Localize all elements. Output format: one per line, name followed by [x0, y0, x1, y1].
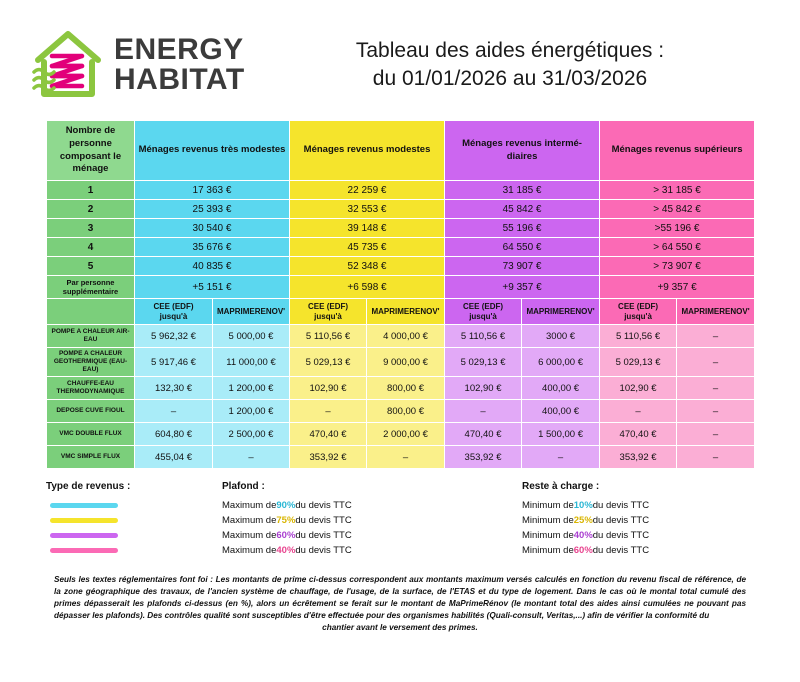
- measure-cell: 455,04 €: [135, 446, 213, 469]
- measure-cell: 5 917,46 €: [135, 348, 213, 377]
- measure-cell: 5 029,13 €: [290, 348, 367, 377]
- measure-cell: 102,90 €: [290, 377, 367, 400]
- legend-row: [46, 528, 222, 543]
- measure-cell: 2 000,00 €: [367, 423, 445, 446]
- legend-plafond-row: [222, 543, 522, 558]
- measure-cell: 353,92 €: [445, 446, 522, 469]
- income-cell: > 31 185 €: [600, 181, 755, 200]
- logo-line-energy: ENERGY: [114, 33, 244, 66]
- legend-swatch-purple: [50, 533, 118, 538]
- legend-plafond-pre: Maximum de: [222, 530, 277, 542]
- table-row: [47, 219, 755, 238]
- income-cell: +5 151 €: [135, 276, 290, 299]
- legend-reste-pct: 25%: [573, 515, 593, 527]
- legend-plafond-post: du devis TTC: [295, 515, 352, 527]
- legend-reste-pre: Minimum de: [522, 500, 574, 512]
- measure-cell: 3000 €: [522, 325, 600, 348]
- legend-plafond-pct: 75%: [276, 515, 296, 527]
- col-header-modestes: Ménages revenus modestes: [290, 121, 445, 181]
- persons-label: 3: [47, 219, 135, 238]
- measure-cell: 5 110,56 €: [290, 325, 367, 348]
- measure-row: [47, 325, 755, 348]
- measure-label: VMC DOUBLE FLUX: [47, 423, 135, 446]
- logo-wordmark: [114, 35, 245, 95]
- measure-label: POMPE A CHALEUR GEOTHERMIQUE (EAU-EAU): [47, 348, 135, 377]
- measure-cell: 5 029,13 €: [445, 348, 522, 377]
- persons-label: 2: [47, 200, 135, 219]
- persons-label: 4: [47, 238, 135, 257]
- measure-cell: 5 000,00 €: [213, 325, 290, 348]
- income-cell: 73 907 €: [445, 257, 600, 276]
- legend-plafond-pct: 60%: [276, 530, 296, 542]
- measure-label: DEPOSE CUVE FIOUL: [47, 400, 135, 423]
- measure-row: [47, 400, 755, 423]
- measure-cell: 470,40 €: [600, 423, 677, 446]
- subheader-cee-sub: jusqu'à: [624, 311, 652, 321]
- measure-cell: –: [213, 446, 290, 469]
- subheader-cee: [290, 299, 367, 325]
- subheader-cee-sub: jusqu'à: [469, 311, 497, 321]
- income-cell: 52 348 €: [290, 257, 445, 276]
- measure-cell: 2 500,00 €: [213, 423, 290, 446]
- income-cell: 17 363 €: [135, 181, 290, 200]
- legend-reste-row: [522, 543, 754, 558]
- aides-table: [46, 120, 755, 469]
- legend-row: [46, 498, 222, 513]
- persons-label: 5: [47, 257, 135, 276]
- subheader-mpr: MAPRIMERENOV': [367, 299, 445, 325]
- measure-cell: –: [135, 400, 213, 423]
- measure-cell: –: [367, 446, 445, 469]
- measure-cell: 353,92 €: [600, 446, 677, 469]
- subheader-cee-label: CEE (EDF): [153, 301, 194, 311]
- legend-title-plafond: Plafond :: [222, 481, 265, 493]
- income-cell: > 45 842 €: [600, 200, 755, 219]
- legend-plafond-pre: Maximum de: [222, 545, 277, 557]
- logo-line-habitat: HABITAT: [114, 63, 245, 96]
- legend-plafond-pre: Maximum de: [222, 500, 277, 512]
- legend-swatch-cyan: [50, 503, 118, 508]
- measure-cell: 4 000,00 €: [367, 325, 445, 348]
- measure-cell: 9 000,00 €: [367, 348, 445, 377]
- measure-cell: 470,40 €: [290, 423, 367, 446]
- legend-col-plafond: [222, 481, 522, 558]
- legend-reste-post: du devis TTC: [592, 530, 650, 542]
- legend-reste-pre: Minimum de: [522, 515, 574, 527]
- persons-label: 1: [47, 181, 135, 200]
- income-cell: 30 540 €: [135, 219, 290, 238]
- measure-cell: –: [290, 400, 367, 423]
- income-cell: +6 598 €: [290, 276, 445, 299]
- measure-cell: 11 000,00 €: [213, 348, 290, 377]
- subheader-cee-sub: jusqu'à: [159, 311, 188, 321]
- measure-row: [47, 446, 755, 469]
- legend-reste-post: du devis TTC: [592, 515, 650, 527]
- measure-row: [47, 377, 755, 400]
- legend-plafond-row: [222, 513, 522, 528]
- subheader-cee-sub: jusqu'à: [314, 311, 342, 321]
- subheader-cee: [445, 299, 522, 325]
- legend-swatch-pink: [50, 548, 118, 553]
- subheader-row: [47, 299, 755, 325]
- income-cell: 22 259 €: [290, 181, 445, 200]
- table-row: [47, 238, 755, 257]
- legend-title-reste: Reste à charge :: [522, 481, 600, 493]
- measure-cell: –: [677, 423, 755, 446]
- measure-cell: 5 110,56 €: [445, 325, 522, 348]
- page-title: [280, 37, 780, 94]
- measure-row: [47, 423, 755, 446]
- measure-cell: 1 200,00 €: [213, 400, 290, 423]
- legend-reste-pct: 10%: [573, 500, 593, 512]
- legend-reste-pct: 60%: [573, 545, 593, 557]
- legend-reste-post: du devis TTC: [592, 500, 650, 512]
- legend-row: [46, 543, 222, 558]
- measure-cell: 6 000,00 €: [522, 348, 600, 377]
- legend-plafond-row: [222, 528, 522, 543]
- subheader-mpr: MAPRIMERENOV': [677, 299, 755, 325]
- subheader-cee-label: CEE (EDF): [618, 301, 659, 311]
- measure-cell: 800,00 €: [367, 400, 445, 423]
- footnote: [0, 558, 800, 633]
- measure-label: POMPE A CHALEUR AIR-EAU: [47, 325, 135, 348]
- measure-cell: –: [445, 400, 522, 423]
- legend-plafond-post: du devis TTC: [295, 500, 352, 512]
- income-cell: +9 357 €: [445, 276, 600, 299]
- logo: [30, 26, 280, 104]
- legend-reste-row: [522, 528, 754, 543]
- income-cell: 35 676 €: [135, 238, 290, 257]
- table-row: [47, 181, 755, 200]
- legend: [0, 469, 800, 558]
- measure-cell: 5 110,56 €: [600, 325, 677, 348]
- legend-swatch-yellow: [50, 518, 118, 523]
- empty-corner: [47, 299, 135, 325]
- legend-reste-row: [522, 513, 754, 528]
- measure-cell: 800,00 €: [367, 377, 445, 400]
- table-row: [47, 257, 755, 276]
- measure-cell: 604,80 €: [135, 423, 213, 446]
- income-cell: 25 393 €: [135, 200, 290, 219]
- table-row: [47, 276, 755, 299]
- measure-row: [47, 348, 755, 377]
- legend-plafond-pct: 40%: [276, 545, 296, 557]
- measure-cell: 1 500,00 €: [522, 423, 600, 446]
- legend-title-type: Type de revenus :: [46, 481, 131, 493]
- legend-reste-pre: Minimum de: [522, 530, 574, 542]
- legend-plafond-row: [222, 498, 522, 513]
- measure-cell: –: [522, 446, 600, 469]
- page-title-line1: Tableau des aides énergétiques :: [355, 38, 665, 62]
- measure-cell: 400,00 €: [522, 400, 600, 423]
- measure-cell: –: [677, 325, 755, 348]
- measure-cell: –: [677, 446, 755, 469]
- house-logo-icon: [30, 26, 106, 104]
- legend-col-type: [46, 481, 222, 558]
- legend-reste-post: du devis TTC: [592, 545, 650, 557]
- measure-cell: 5 029,13 €: [600, 348, 677, 377]
- measure-label: VMC SIMPLE FLUX: [47, 446, 135, 469]
- col-header-tres-modestes: Ménages revenus très modestes: [135, 121, 290, 181]
- table-row: [47, 200, 755, 219]
- income-cell: 32 553 €: [290, 200, 445, 219]
- measure-cell: 132,30 €: [135, 377, 213, 400]
- table-header-row: [47, 121, 755, 181]
- measure-cell: 400,00 €: [522, 377, 600, 400]
- measure-cell: –: [677, 348, 755, 377]
- measure-cell: 102,90 €: [600, 377, 677, 400]
- income-cell: 45 735 €: [290, 238, 445, 257]
- footnote-paragraph-last: chantier avant le versement des primes.: [322, 622, 478, 632]
- income-cell: 64 550 €: [445, 238, 600, 257]
- income-cell: 40 835 €: [135, 257, 290, 276]
- page-title-line2: du 01/01/2026 au 31/03/2026: [372, 67, 648, 90]
- measure-cell: –: [677, 400, 755, 423]
- persons-label-extra: Par personne supplémentaire: [47, 276, 135, 299]
- legend-row: [46, 513, 222, 528]
- aides-table-wrapper: [0, 120, 800, 469]
- income-cell: 39 148 €: [290, 219, 445, 238]
- subheader-cee-label: CEE (EDF): [308, 301, 349, 311]
- footnote-paragraph: Seuls les textes réglementaires font foi : Les montants de prime ci-dessus correspondent aux montants maximum versés calculés en fonction du revenu fiscal de référence, de la zone géographique des travaux, de l'ancien système de chauffage, de l'usage, de la surface, de l'ETAS et du type de logement. Dans le cas où le montal total cumulé des primes dépasserait les plafonds ci-dessus (en %), alors un écrêtement se ferait sur le montant de MaPrimeRénov (le montant total des aides ainsi cumulées ne pouvant pas dépasser les plafonds). Des contrôles qualité sont susceptibles d'être effectuée pour des organismes habilités (Quali-consult, Veritas,...) afin de vérifier la conformité du: [54, 575, 746, 621]
- col-header-intermediaires: Ménages revenus intermé-diaires: [445, 121, 600, 181]
- income-cell: 45 842 €: [445, 200, 600, 219]
- income-cell: >55 196 €: [600, 219, 755, 238]
- legend-reste-pct: 40%: [573, 530, 593, 542]
- legend-reste-row: [522, 498, 754, 513]
- measure-cell: –: [677, 377, 755, 400]
- legend-plafond-post: du devis TTC: [295, 545, 352, 557]
- subheader-mpr: MAPRIMERENOV': [522, 299, 600, 325]
- income-cell: +9 357 €: [600, 276, 755, 299]
- legend-plafond-post: du devis TTC: [295, 530, 352, 542]
- subheader-cee-label: CEE (EDF): [463, 301, 504, 311]
- legend-plafond-pct: 90%: [276, 500, 296, 512]
- col-header-superieurs: Ménages revenus supérieurs: [600, 121, 755, 181]
- measure-label: CHAUFFE-EAU THERMODYNAMIQUE: [47, 377, 135, 400]
- measure-cell: 470,40 €: [445, 423, 522, 446]
- col-header-persons: Nombre de personne composant le ménage: [47, 121, 135, 181]
- legend-plafond-pre: Maximum de: [222, 515, 277, 527]
- measure-cell: 5 962,32 €: [135, 325, 213, 348]
- income-cell: > 64 550 €: [600, 238, 755, 257]
- measure-cell: 1 200,00 €: [213, 377, 290, 400]
- measure-cell: –: [600, 400, 677, 423]
- legend-col-reste: [522, 481, 754, 558]
- income-cell: 31 185 €: [445, 181, 600, 200]
- subheader-mpr: MAPRIMERENOV': [213, 299, 290, 325]
- income-cell: > 73 907 €: [600, 257, 755, 276]
- income-cell: 55 196 €: [445, 219, 600, 238]
- measure-cell: 102,90 €: [445, 377, 522, 400]
- legend-reste-pre: Minimum de: [522, 545, 574, 557]
- measure-cell: 353,92 €: [290, 446, 367, 469]
- subheader-cee: [135, 299, 213, 325]
- subheader-cee: [600, 299, 677, 325]
- page-header: [0, 0, 800, 120]
